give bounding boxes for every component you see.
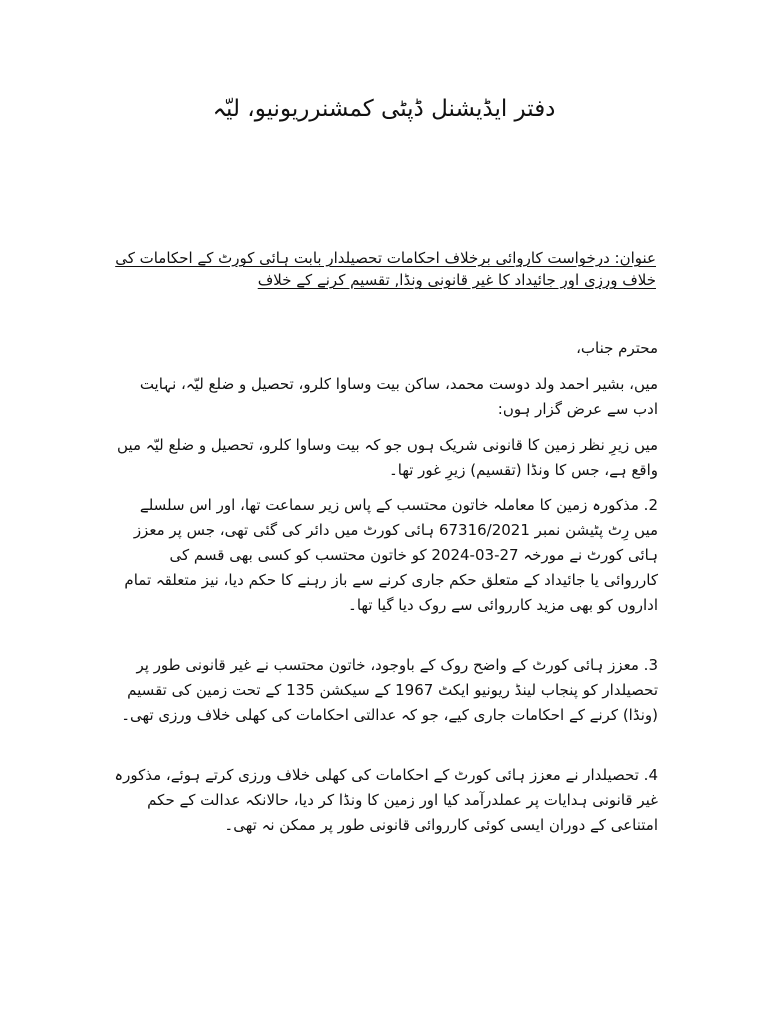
subject-line: عنوان: درخواست کاروائی برخلاف احکامات تحصیلدار بابت ہائی کورٹ کے احکامات کی خلاف ورزی اور جائیداد کا غیر قانونی ونڈا, تقسیم کرنے کے خلاف: [115, 249, 656, 289]
paragraph-4: 4. تحصیلدار نے معزز ہائی کورٹ کے احکامات کی کھلی خلاف ورزی کرتے ہوئے، مذکورہ غیر قانونی ہدایات پر عملدرآمد کیا اور زمین کا ونڈا کر دیا، حالانکہ عدالت کے حکم امتناعی کے دوران ایسی کوئی کارروائی قانونی طور پر ممکن نہ تھی۔: [114, 766, 658, 834]
salutation: محترم جناب،: [576, 339, 658, 357]
paragraph-intro: میں، بشیر احمد ولد دوست محمد، ساکن بیت وساوا کلرو، تحصیل و ضلع لیّہ، نہایت ادب سے عرض گزار ہوں:: [139, 375, 658, 418]
office-title: دفتر ایڈیشنل ڈپٹی کمشنرریونیو، لیّہ: [212, 96, 556, 122]
paragraph-3: 3. معزز ہائی کورٹ کے واضح روک کے باوجود، خاتون محتسب نے غیر قانونی طور پر تحصیلدار کو پنجاب لینڈ ریونیو ایکٹ 1967 کے سیکشن 135 کے تحت زمین کی تقسیم (ونڈا) کرنے کے احکامات جاری کیے، جو کہ عدالتی احکامات کی کھلی خلاف ورزی تھی۔: [121, 656, 658, 724]
paragraph-2: 2. مذکورہ زمین کا معاملہ خاتون محتسب کے پاس زیر سماعت تھا، اور اس سلسلے میں رِٹ پٹیشن نمبر 67316/2021 ہائی کورٹ میں دائر کی گئی تھی، جس پر معزز ہائی کورٹ نے مورخہ 27-03-2024 کو خاتون محتسب کو کسی بھی قسم کی کارروائی یا جائیداد کے متعلق حکم جاری کرنے سے باز رہنے کا حکم دیا، نیز متعلقہ تمام اداروں کو بھی مزید کارروائی سے روک دیا گیا تھا۔: [124, 496, 658, 614]
paragraph-1: میں زیرِ نظر زمین کا قانونی شریک ہوں جو کہ بیت وساوا کلرو، تحصیل و ضلع لیّہ میں واقع ہے، جس کا ونڈا (تقسیم) زیرِ غور تھا۔: [117, 436, 658, 479]
